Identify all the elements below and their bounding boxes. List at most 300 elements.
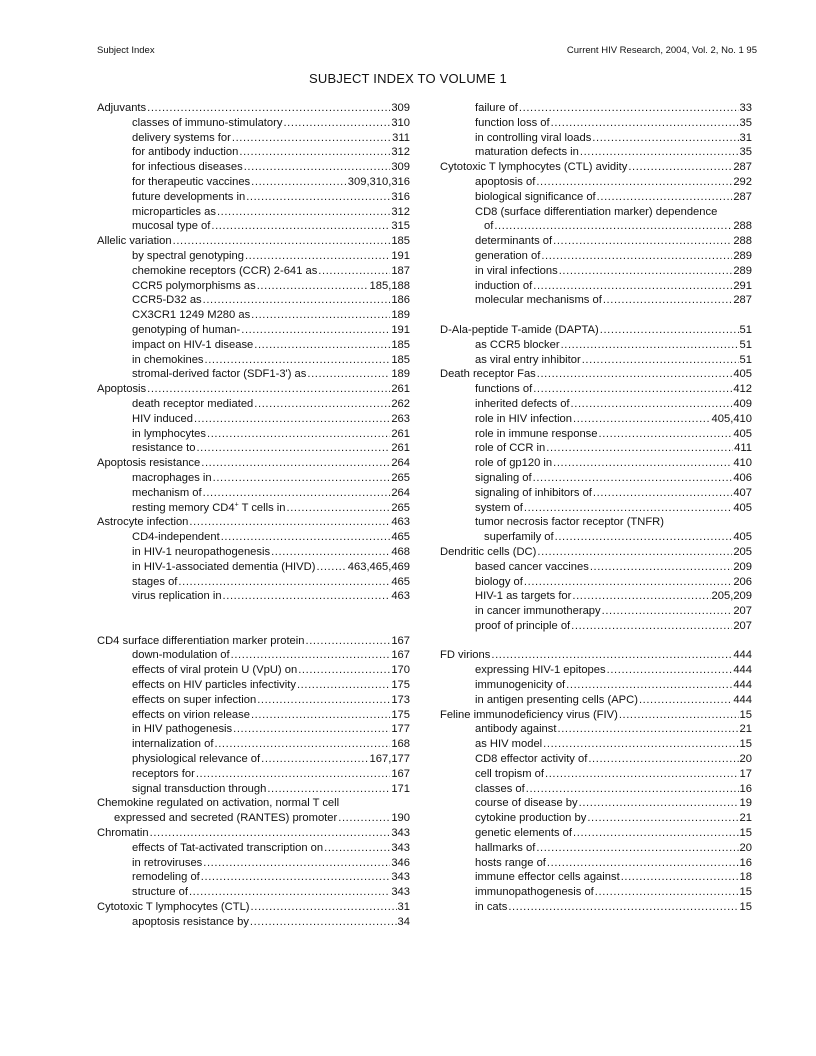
- page-numbers: 287: [733, 190, 752, 203]
- page-numbers: 167,177: [369, 753, 410, 766]
- dot-leader: [189, 885, 390, 900]
- index-subentry: [440, 841, 752, 856]
- index-subentry: [440, 471, 752, 486]
- index-subentry: [97, 693, 410, 708]
- entry-term: as HIV model: [475, 738, 543, 751]
- page-numbers: 167: [391, 649, 410, 662]
- entry-term: apoptosis of: [475, 175, 536, 188]
- dot-leader: [587, 811, 738, 826]
- entry-term: functions of: [475, 383, 533, 396]
- spacer: [97, 619, 410, 634]
- dot-leader: [621, 870, 739, 885]
- page-numbers: 20: [739, 753, 752, 766]
- entry-term: classes of: [475, 782, 525, 795]
- dot-leader: [546, 441, 733, 456]
- dot-leader: [597, 190, 733, 205]
- page-numbers: 173: [391, 693, 410, 706]
- page-numbers: 189: [391, 368, 410, 381]
- entry-term: Cytotoxic T lymphocytes (CTL) avidity: [440, 161, 628, 174]
- dot-leader: [494, 219, 732, 234]
- page-numbers: 468: [391, 545, 410, 558]
- entry-term: effects on super infection: [132, 693, 257, 706]
- page-numbers: 20: [739, 841, 752, 854]
- dot-leader: [619, 708, 739, 723]
- page-numbers: 177: [391, 723, 410, 736]
- entry-term: failure of: [475, 102, 518, 114]
- running-header-section: Subject Index: [97, 45, 155, 56]
- page-numbers: 167: [391, 767, 410, 780]
- page-numbers: 288: [733, 220, 752, 233]
- entry-term: for antibody induction: [132, 146, 239, 159]
- index-subentry: [97, 648, 410, 663]
- dot-leader: [602, 604, 733, 619]
- page-numbers: 263: [391, 412, 410, 425]
- page-numbers: 207: [733, 619, 752, 632]
- dot-leader: [250, 915, 397, 930]
- entry-term: effects of viral protein U (VpU) on: [132, 664, 298, 677]
- page-numbers: 33: [739, 102, 752, 114]
- index-subentry: [440, 530, 752, 545]
- entry-term: in controlling viral loads: [475, 131, 592, 144]
- index-entry: [440, 160, 752, 175]
- entry-term: Dendritic cells (DC): [440, 545, 537, 558]
- page-numbers: 51: [739, 353, 752, 366]
- dot-leader: [150, 826, 391, 841]
- dot-leader: [239, 145, 390, 160]
- page-numbers: 51: [739, 338, 752, 351]
- page-numbers: 34: [397, 915, 410, 928]
- entry-term: down-modulation of: [132, 649, 230, 662]
- index-entry: [97, 382, 410, 397]
- index-subentry: [97, 486, 410, 501]
- dot-leader: [257, 693, 390, 708]
- index-subentry: [440, 234, 752, 249]
- dot-leader: [196, 441, 390, 456]
- page-numbers: 343: [391, 841, 410, 854]
- index-subentry: [440, 722, 752, 737]
- page-numbers: 309: [391, 161, 410, 174]
- page-numbers: 405: [733, 368, 752, 381]
- index-subentry: [440, 515, 752, 530]
- index-subentry: [97, 870, 410, 885]
- dot-leader: [573, 826, 739, 841]
- page-numbers: 185: [391, 338, 410, 351]
- index-entry: [97, 234, 410, 249]
- index-subentry: [440, 293, 752, 308]
- dot-leader: [592, 131, 738, 146]
- index-subentry: [440, 116, 752, 131]
- entry-term: macrophages in: [132, 471, 212, 484]
- entry-term: Chromatin: [97, 827, 149, 840]
- index-subentry: [97, 885, 410, 900]
- page-numbers: 21: [739, 723, 752, 736]
- page-numbers: 185: [391, 235, 410, 248]
- index-subentry: [440, 885, 752, 900]
- entry-term: physiological relevance of: [132, 753, 261, 766]
- index-subentry: [440, 782, 752, 797]
- index-subentry: [440, 486, 752, 501]
- index-subentry: [440, 205, 752, 220]
- entry-term: generation of: [475, 249, 541, 262]
- index-column-left: [97, 101, 410, 930]
- entry-term: Cytotoxic T lymphocytes (CTL): [97, 901, 250, 914]
- dot-leader: [491, 648, 732, 663]
- index-subentry: [97, 353, 410, 368]
- dot-leader: [524, 501, 732, 516]
- dot-leader: [536, 841, 738, 856]
- page-numbers: 444: [733, 649, 752, 662]
- entry-term: expressed and secreted (RANTES) promoter: [114, 812, 338, 825]
- dot-leader: [579, 796, 739, 811]
- page-numbers: 16: [739, 856, 752, 869]
- entry-term: course of disease by: [475, 797, 578, 810]
- index-entry: [97, 796, 410, 811]
- dot-leader: [251, 708, 390, 723]
- dot-leader: [232, 131, 391, 146]
- index-subentry: [97, 737, 410, 752]
- index-subentry: [97, 249, 410, 264]
- dot-leader: [241, 323, 390, 338]
- entry-term: classes of immuno-stimulatory: [132, 116, 283, 129]
- dot-leader: [573, 412, 711, 427]
- dot-leader: [599, 427, 733, 442]
- entry-term: tumor necrosis factor receptor (TNFR): [475, 516, 664, 529]
- page-title: SUBJECT INDEX TO VOLUME 1: [309, 71, 507, 86]
- index-subentry: [440, 441, 752, 456]
- entry-term: delivery systems for: [132, 131, 231, 144]
- page-numbers: 346: [391, 856, 410, 869]
- page-numbers: 262: [391, 397, 410, 410]
- entry-term: effects of Tat-activated transcription on: [132, 841, 324, 854]
- entry-term: in retroviruses: [132, 856, 203, 869]
- index-subentry: [440, 560, 752, 575]
- index-subentry: [440, 427, 752, 442]
- index-subentry: [97, 427, 410, 442]
- entry-term: D-Ala-peptide T-amide (DAPTA): [440, 323, 599, 336]
- dot-leader: [561, 338, 739, 353]
- index-subentry: [97, 589, 410, 604]
- dot-leader: [557, 722, 738, 737]
- index-subentry: [440, 575, 752, 590]
- entry-term: remodeling of: [132, 871, 200, 884]
- dot-leader: [244, 160, 391, 175]
- dot-leader: [305, 634, 390, 649]
- page-numbers: 291: [733, 279, 752, 292]
- index-subentry: [97, 782, 410, 797]
- page-numbers: 405,410: [711, 412, 752, 425]
- entry-term: resistance to: [132, 442, 196, 455]
- index-subentry: [440, 175, 752, 190]
- index-subentry: [440, 279, 752, 294]
- dot-leader: [213, 471, 391, 486]
- index-subentry: [97, 205, 410, 220]
- entry-term: mechanism of: [132, 486, 202, 499]
- page-numbers: 21: [739, 812, 752, 825]
- entry-term: HIV-1 as targets for: [475, 590, 572, 603]
- index-subentry: [440, 190, 752, 205]
- entry-term: Death receptor Fas: [440, 368, 536, 381]
- dot-leader: [324, 841, 390, 856]
- index-subentry: [97, 441, 410, 456]
- page-numbers: 167: [391, 634, 410, 647]
- page-numbers: 15: [739, 827, 752, 840]
- page-numbers: 315: [391, 220, 410, 233]
- dot-leader: [203, 486, 391, 501]
- index-subentry: [440, 663, 752, 678]
- page-numbers: 406: [733, 471, 752, 484]
- spacer: [440, 634, 752, 649]
- page-numbers: 343: [391, 827, 410, 840]
- index-subentry: [97, 811, 410, 826]
- dot-leader: [251, 308, 390, 323]
- index-subentry: [97, 678, 410, 693]
- page-numbers: 35: [739, 116, 752, 129]
- page-numbers: 343: [391, 871, 410, 884]
- entry-term: in HIV pathogenesis: [132, 723, 233, 736]
- entry-term: CD8 effector activity of: [475, 753, 588, 766]
- page-numbers: 187: [391, 264, 410, 277]
- page-numbers: 309,310,316: [347, 175, 410, 188]
- entry-term: molecular mechanisms of: [475, 294, 602, 307]
- dot-leader: [257, 279, 369, 294]
- dot-leader: [590, 560, 733, 575]
- entry-term: expressing HIV-1 epitopes: [475, 664, 606, 677]
- entry-term: superfamily of: [484, 531, 554, 544]
- page-numbers: 316: [391, 190, 410, 203]
- dot-leader: [555, 530, 733, 545]
- page-numbers: 18: [739, 871, 752, 884]
- index-subentry: [440, 353, 752, 368]
- index-subentry: [97, 116, 410, 131]
- entry-term: for therapeutic vaccines: [132, 175, 251, 188]
- dot-leader: [223, 589, 391, 604]
- index-entry: [97, 515, 410, 530]
- index-entry: [97, 456, 410, 471]
- index-subentry: [97, 856, 410, 871]
- dot-leader: [536, 175, 732, 190]
- index-subentry: [97, 545, 410, 560]
- page-numbers: 463: [391, 516, 410, 529]
- index-subentry: [440, 796, 752, 811]
- index-entry: [440, 323, 752, 338]
- page-numbers: 343: [391, 886, 410, 899]
- dot-leader: [194, 412, 390, 427]
- entry-term: microparticles as: [132, 205, 216, 218]
- entry-term: effects on virion release: [132, 708, 250, 721]
- page-numbers: 261: [391, 427, 410, 440]
- entry-term: role in HIV infection: [475, 412, 573, 425]
- page-numbers: 189: [391, 309, 410, 322]
- entry-term: immune effector cells against: [475, 871, 620, 884]
- entry-term: inherited defects of: [475, 397, 570, 410]
- dot-leader: [203, 293, 391, 308]
- page-numbers: 409: [733, 397, 752, 410]
- page-numbers: 265: [391, 471, 410, 484]
- dot-leader: [571, 619, 732, 634]
- dot-leader: [571, 397, 733, 412]
- index-subentry: [97, 663, 410, 678]
- page-numbers: 463: [391, 590, 410, 603]
- index-subentry: [97, 767, 410, 782]
- entry-term: function loss of: [475, 116, 550, 129]
- entry-term: Chemokine regulated on activation, normal T cell: [97, 797, 340, 810]
- dot-leader: [628, 160, 732, 175]
- dot-leader: [297, 678, 390, 693]
- index-subentry: [97, 131, 410, 146]
- dot-leader: [246, 190, 390, 205]
- index-subentry: [97, 160, 410, 175]
- dot-leader: [600, 323, 739, 338]
- entry-term: determinants of: [475, 235, 553, 248]
- dot-leader: [537, 545, 732, 560]
- dot-leader: [251, 175, 347, 190]
- entry-term: apoptosis resistance by: [132, 915, 249, 928]
- entry-term: Astrocyte infection: [97, 516, 189, 529]
- page-numbers: 292: [733, 175, 752, 188]
- dot-leader: [205, 353, 391, 368]
- entry-term: chemokine receptors (CCR) 2-641 as: [132, 264, 318, 277]
- dot-leader: [603, 293, 732, 308]
- entry-term: in cancer immunotherapy: [475, 605, 601, 618]
- dot-leader: [201, 870, 391, 885]
- index-subentry: [440, 589, 752, 604]
- entry-term: future developments in: [132, 190, 246, 203]
- dot-leader: [307, 367, 390, 382]
- index-entry: [440, 648, 752, 663]
- index-subentry: [97, 145, 410, 160]
- dot-leader: [566, 678, 732, 693]
- dot-leader: [553, 234, 732, 249]
- index-subentry: [440, 900, 752, 915]
- page-numbers: 16: [739, 782, 752, 795]
- page-numbers: 405: [733, 501, 752, 514]
- entry-term: CCR5 polymorphisms as: [132, 279, 256, 292]
- page-numbers: 309: [391, 102, 410, 114]
- index-subentry: [97, 397, 410, 412]
- dot-leader: [211, 219, 390, 234]
- entry-term: CX3CR1 1249 M280 as: [132, 309, 251, 322]
- page-numbers: 170: [391, 664, 410, 677]
- index-subentry: [440, 856, 752, 871]
- page-numbers: 287: [733, 294, 752, 307]
- spacer: [97, 604, 410, 619]
- page-numbers: 19: [739, 797, 752, 810]
- entry-term: CCR5-D32 as: [132, 294, 202, 307]
- entry-term: role of CCR in: [475, 442, 546, 455]
- entry-term: as CCR5 blocker: [475, 338, 560, 351]
- index-entry: [97, 900, 410, 915]
- page-numbers: 186: [391, 294, 410, 307]
- page-numbers: 191: [391, 323, 410, 336]
- dot-leader: [271, 545, 390, 560]
- index-subentry: [97, 279, 410, 294]
- dot-leader: [267, 782, 390, 797]
- index-subentry: [440, 870, 752, 885]
- index-subentry: [97, 501, 410, 516]
- index-subentry: [97, 471, 410, 486]
- page-numbers: 185,188: [369, 279, 410, 292]
- dot-leader: [580, 145, 739, 160]
- entry-term: cell tropism of: [475, 767, 545, 780]
- index-entry: [97, 634, 410, 649]
- index-subentry: [97, 841, 410, 856]
- dot-leader: [572, 589, 710, 604]
- entry-term: signaling of inhibitors of: [475, 486, 592, 499]
- dot-leader: [537, 367, 733, 382]
- index-subentry: [440, 501, 752, 516]
- dot-leader: [254, 338, 390, 353]
- page-numbers: 444: [733, 664, 752, 677]
- entry-term: Feline immunodeficiency virus (FIV): [440, 708, 618, 721]
- entry-term: proof of principle of: [475, 619, 571, 632]
- dot-leader: [178, 575, 390, 590]
- entry-term: Apoptosis resistance: [97, 457, 201, 470]
- index-subentry: [440, 678, 752, 693]
- page-numbers: 410: [733, 457, 752, 470]
- page-numbers: 35: [739, 146, 752, 159]
- dot-leader: [214, 737, 390, 752]
- page-numbers: 444: [733, 693, 752, 706]
- entry-term: structure of: [132, 886, 188, 899]
- page-numbers: 444: [733, 679, 752, 692]
- page-numbers: 205: [733, 545, 752, 558]
- index-subentry: [440, 767, 752, 782]
- index-subentry: [97, 708, 410, 723]
- spacer: [440, 308, 752, 323]
- entry-term: biology of: [475, 575, 523, 588]
- dot-leader: [519, 101, 739, 116]
- dot-leader: [582, 353, 739, 368]
- entry-term: biological significance of: [475, 190, 596, 203]
- index-subentry: [97, 308, 410, 323]
- page-numbers: 185: [391, 353, 410, 366]
- page-numbers: 51: [739, 323, 752, 336]
- entry-term: system of: [475, 501, 523, 514]
- index-subentry: [97, 367, 410, 382]
- page-numbers: 289: [733, 249, 752, 262]
- dot-leader: [508, 900, 738, 915]
- dot-leader: [233, 722, 390, 737]
- index-subentry: [440, 131, 752, 146]
- index-subentry: [97, 575, 410, 590]
- page-numbers: 465: [391, 531, 410, 544]
- entry-term: cytokine production by: [475, 812, 587, 825]
- index-subentry: [440, 382, 752, 397]
- page-numbers: 31: [739, 131, 752, 144]
- page-numbers: 264: [391, 457, 410, 470]
- page-numbers: 190: [391, 812, 410, 825]
- dot-leader: [533, 279, 732, 294]
- entry-term: antibody against: [475, 723, 557, 736]
- entry-term: in HIV-1-associated dementia (HIVD): [132, 560, 316, 573]
- index-subentry: [97, 264, 410, 279]
- page-numbers: 289: [733, 264, 752, 277]
- entry-term: in cats: [475, 901, 508, 914]
- page-numbers: 15: [739, 886, 752, 899]
- entry-term: role in immune response: [475, 427, 598, 440]
- index-subentry: [97, 412, 410, 427]
- entry-term: Apoptosis: [97, 383, 147, 396]
- entry-term: death receptor mediated: [132, 397, 254, 410]
- running-header: [97, 45, 757, 59]
- dot-leader: [588, 752, 738, 767]
- entry-term: Allelic variation: [97, 235, 172, 248]
- index-entry: [97, 826, 410, 841]
- page-numbers: 264: [391, 486, 410, 499]
- page-numbers: 407: [733, 486, 752, 499]
- index-subentry: [97, 338, 410, 353]
- index-subentry: [97, 752, 410, 767]
